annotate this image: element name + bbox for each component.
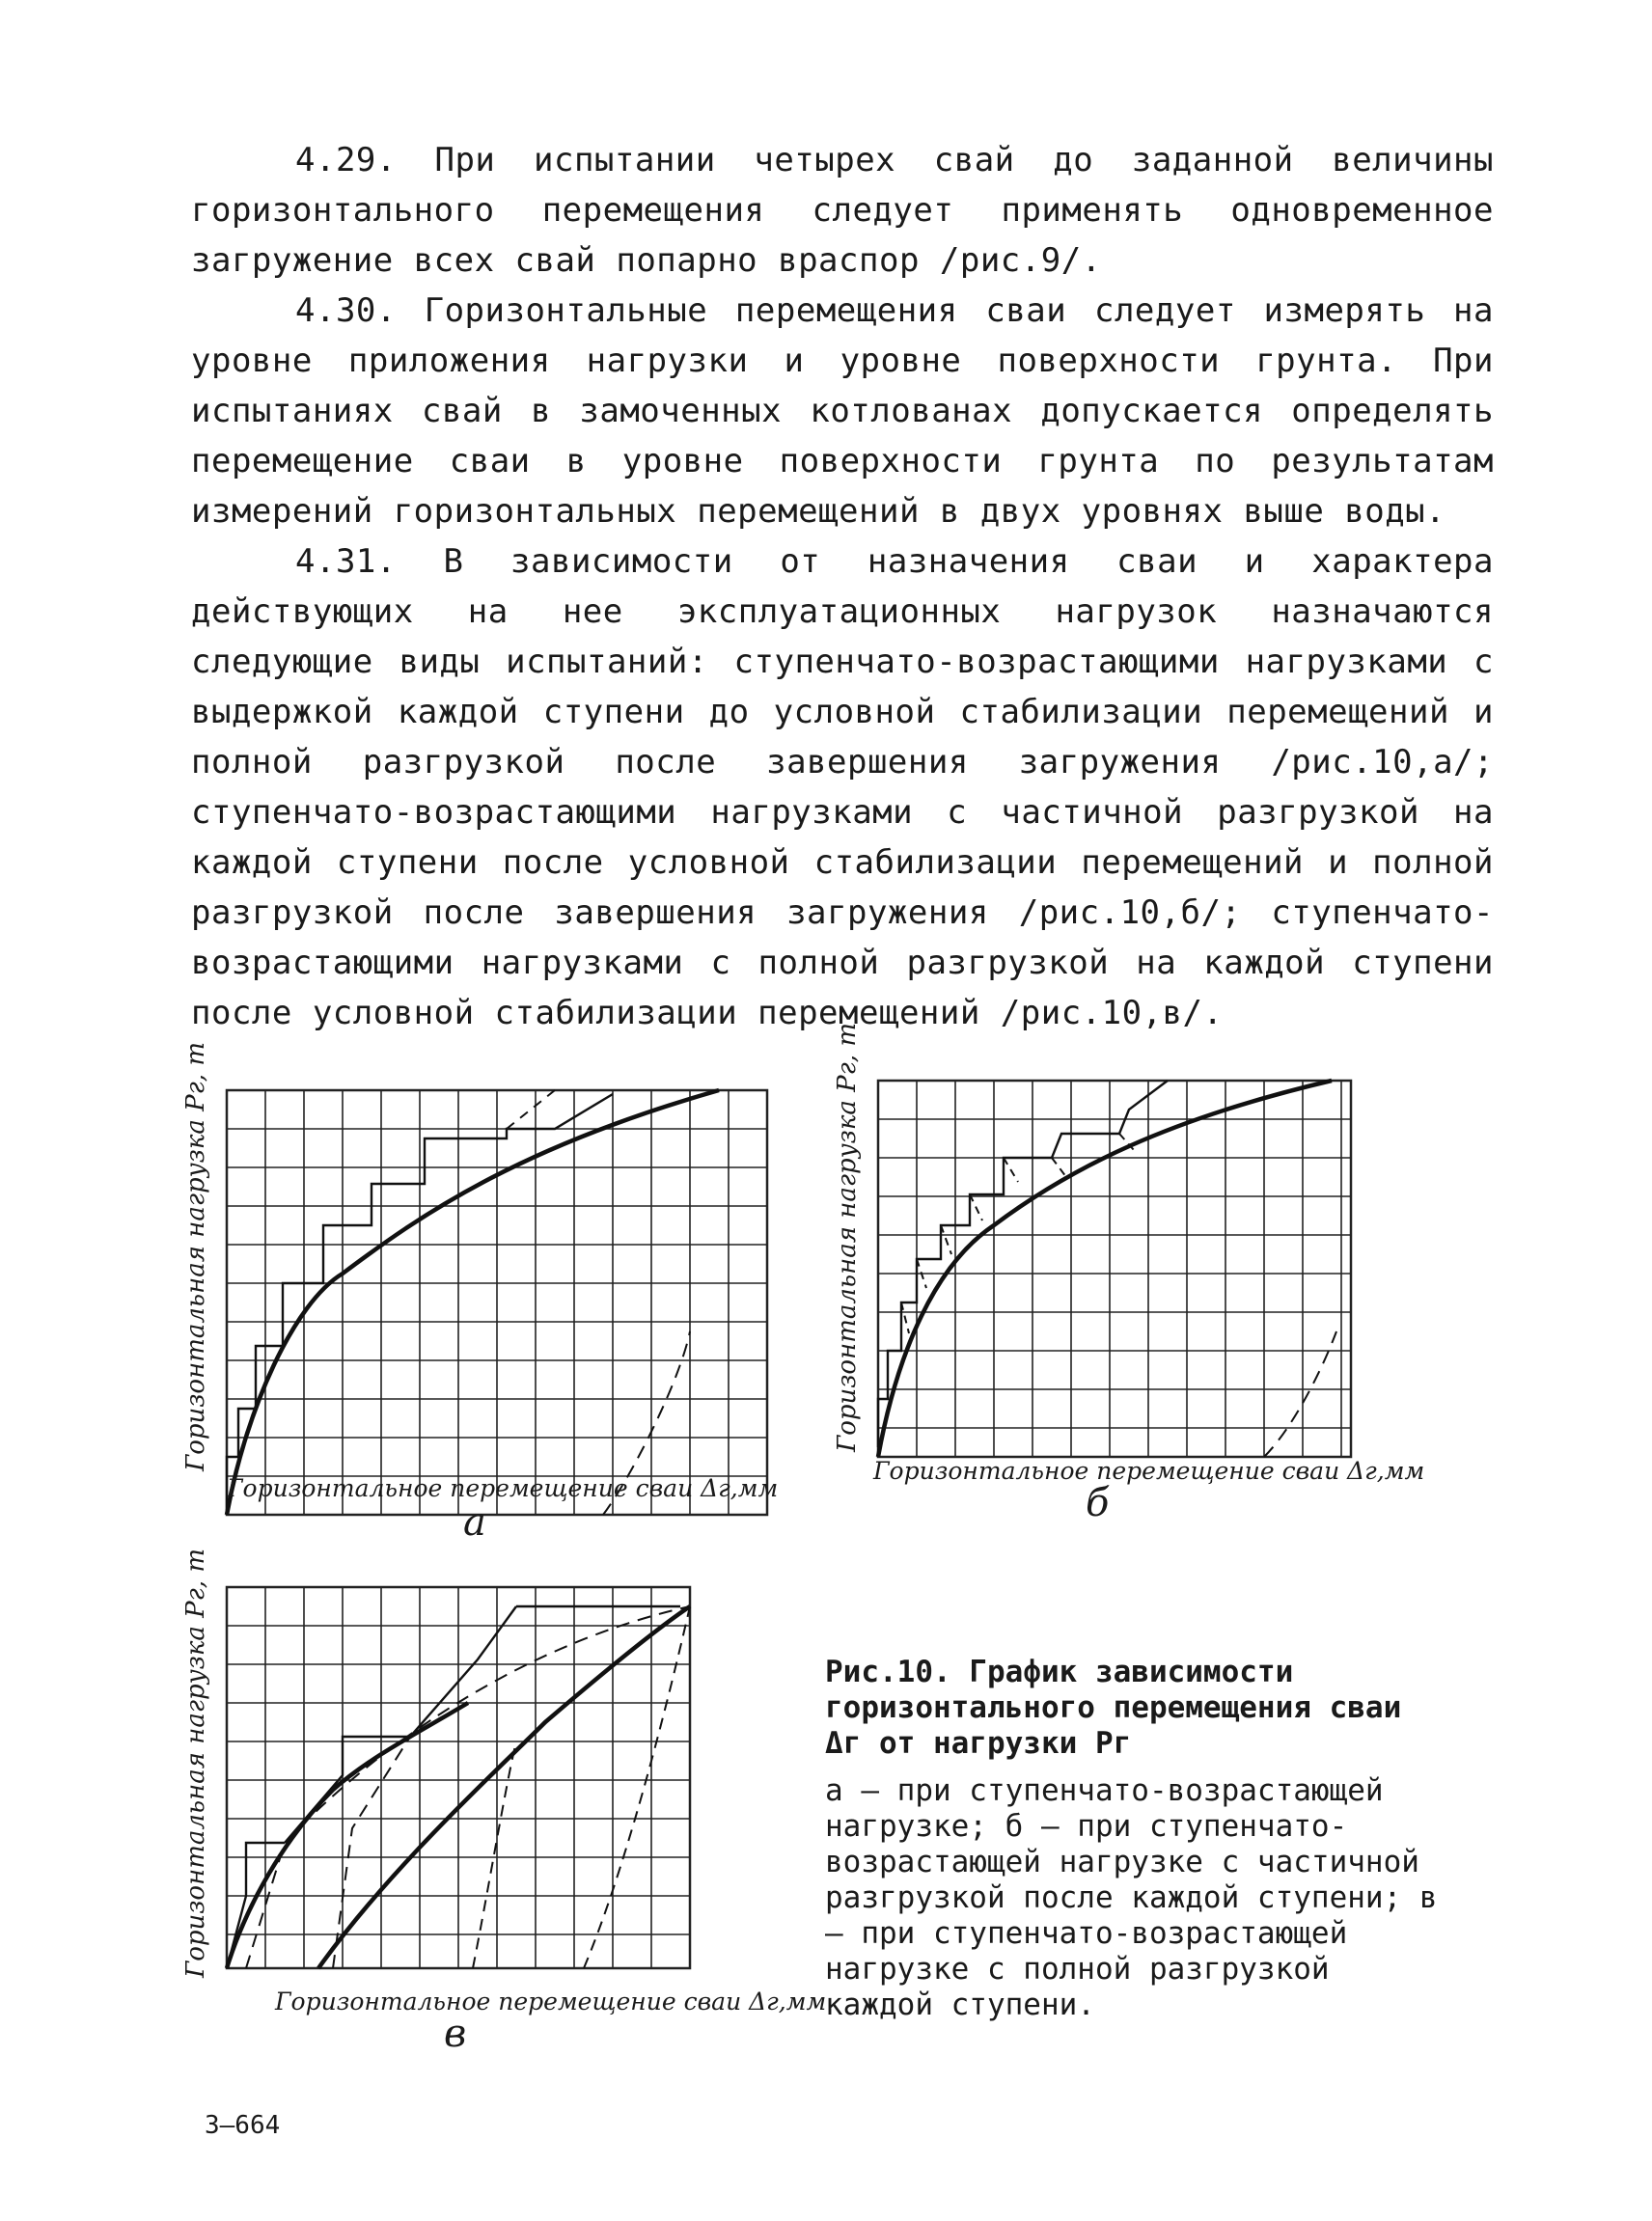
graph-c-ylabel: Горизонтальная нагрузка Pг, т (181, 1549, 210, 1978)
paragraph-4-29: 4.29. При испытании четырех свай до заданной величины горизонтального перемещения следует применять одновременное загружение всех свай попарно враспор /рис.9/. (191, 141, 1494, 280)
paragraph-4-31: 4.31. В зависимости от назначения сваи и характера действующих на нее эксплуатационных нагрузок назначаются следующие виды испытаний: ступенчато-возрастающими нагрузками с выдержкой каждой ступени до условной стабилизации перемещений и полной разгрузкой после завершения загружения /рис.10,а/; ступенчато-возрастающими нагрузками с частичной разгрузкой на каждой ступени после условной стабилизации перемещений и полной разгрузкой после завершения загружения /рис.10,б/; ступенчато-возрастающими нагрузками с полной разгрузкой на каждой ступени после условной стабилизации перемещений /рис.10,в/. (191, 542, 1494, 1032)
graph-c-grid (227, 1587, 690, 1968)
graph-b-letter: б (1086, 1481, 1110, 1525)
caption-body: а – при ступенчато-возрастающей нагрузке; б – при ступенчато-возрастающей нагрузке с частичной разгрузкой после каждой ступени; в – при ступенчато-возрастающей нагрузке с полной разгрузкой каждой ступени. (825, 1773, 1438, 2022)
graph-b-plot (878, 1081, 1351, 1457)
graph-a-letter: а (463, 1500, 486, 1545)
page-number: 3–664 (205, 2111, 281, 2140)
graph-b-partial-unload (901, 1134, 1134, 1333)
graph-c (181, 1549, 827, 2074)
graph-b-step-curve (878, 1081, 1168, 1447)
figure-caption (825, 1655, 1443, 2023)
graph-a-xlabel: Горизонтальное перемещение сваи Δг,мм (227, 1474, 779, 1502)
graph-a-top-dash (507, 1090, 555, 1129)
graph-a-curves (227, 1090, 719, 1515)
caption-title: Рис.10. График зависимости горизонтального перемещения сваи Δг от нагрузки Pг (825, 1655, 1402, 1761)
graph-a-plot (227, 1090, 767, 1515)
graph-a (181, 1042, 782, 1545)
graph-c-letter: в (444, 2012, 467, 2056)
graph-b (833, 1023, 1425, 1529)
graph-c-xlabel: Горизонтальное перемещение сваи Δг,мм (275, 1988, 827, 2015)
graph-b-xlabel: Горизонтальное перемещение сваи Δг,мм (873, 1457, 1425, 1485)
graph-a-envelope (227, 1090, 719, 1515)
graph-c-reload-dash (246, 1606, 690, 1968)
body-text (191, 135, 1494, 1038)
graph-c-envelope-2 (318, 1606, 690, 1968)
graph-c-unloading (584, 1606, 690, 1968)
graph-a-grid (227, 1090, 767, 1515)
graph-b-ylabel: Горизонтальная нагрузка Pг, т (833, 1023, 862, 1452)
paragraph-4-30: 4.30. Горизонтальные перемещения сваи следует измерять на уровне приложения нагрузки и уровне поверхности грунта. При испытаниях свай в замоченных котлованах допускается определять перемещение сваи в уровне поверхности грунта по результатам измерений горизонтальных перемещений в двух уровнях выше воды. (191, 291, 1494, 531)
graph-b-curves (878, 1081, 1336, 1457)
graph-c-plot (227, 1587, 690, 1968)
graph-a-ylabel: Горизонтальная нагрузка Pг, т (181, 1042, 210, 1471)
